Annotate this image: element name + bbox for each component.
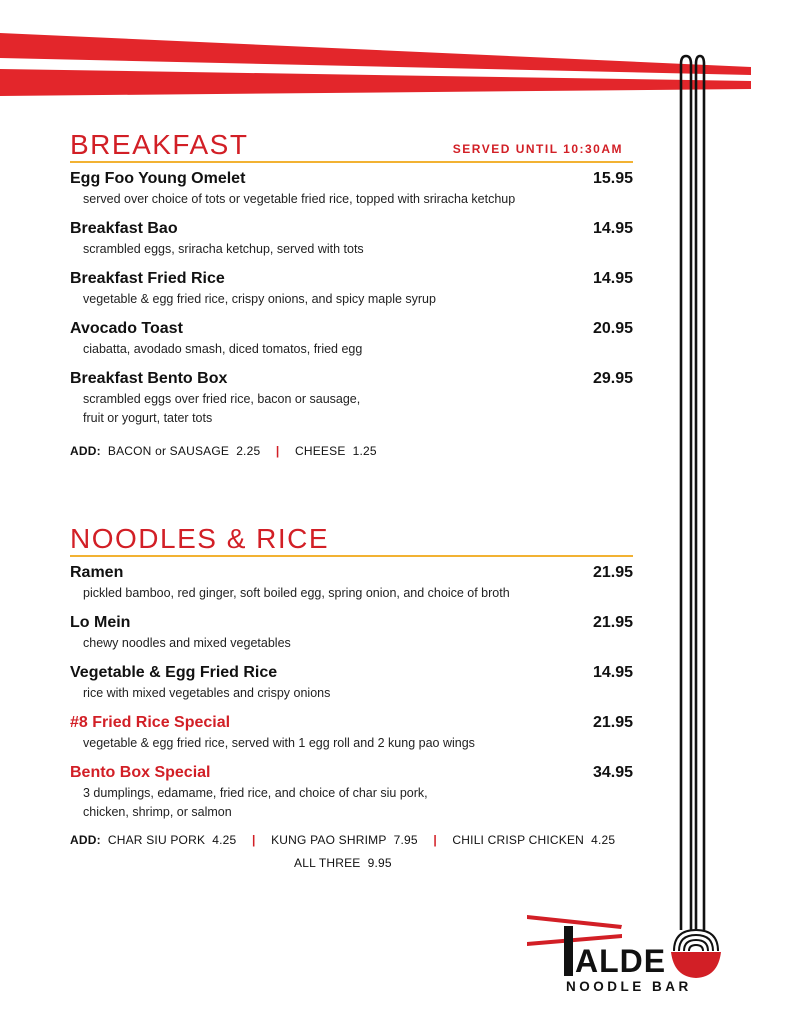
logo-wordmark: ALDE	[575, 943, 667, 979]
description-line: chicken, shrimp, or salmon	[83, 805, 232, 819]
add-on-name: CHILI CRISP CHICKEN	[452, 833, 585, 847]
item-description: vegetable & egg fried rice, served with 1 egg roll and 2 kung pao wings	[83, 736, 475, 750]
logo-t-stem	[564, 926, 573, 976]
add-label: ADD:	[70, 444, 101, 458]
add-on-name: CHEESE	[295, 444, 346, 458]
item-name: Breakfast Bao	[70, 220, 178, 237]
item-price: 29.95	[592, 370, 633, 387]
description-line: scrambled eggs over fried rice, bacon or sausage,	[83, 392, 361, 406]
served-until-note: SERVED UNTIL 10:30AM	[452, 142, 623, 156]
add-on-price: 4.25	[591, 833, 616, 847]
add-on-price: 9.95	[367, 856, 392, 870]
item-price: 34.95	[592, 764, 633, 781]
item-description: scrambled eggs, sriracha ketchup, served with tots	[83, 242, 364, 256]
add-on-name: CHAR SIU PORK	[107, 833, 206, 847]
noodle-bowl-icon	[671, 930, 721, 978]
item-name: Lo Mein	[70, 614, 131, 631]
item-price: 20.95	[592, 320, 633, 337]
description-line: fruit or yogurt, tater tots	[83, 411, 213, 425]
item-name: Egg Foo Young Omelet	[70, 170, 246, 187]
item-name: Avocado Toast	[70, 320, 183, 337]
logo-chopsticks-icon	[527, 915, 622, 946]
add-on-price: 1.25	[352, 444, 377, 458]
item-name: Breakfast Fried Rice	[70, 270, 225, 287]
item-description: pickled bamboo, red ginger, soft boiled egg, spring onion, and choice of broth	[83, 586, 510, 600]
item-description: served over choice of tots or vegetable fried rice, topped with sriracha ketchup	[83, 192, 516, 206]
add-on-name: KUNG PAO SHRIMP	[271, 833, 387, 847]
description-line: 3 dumplings, edamame, fried rice, and choice of char siu pork,	[83, 786, 428, 800]
item-description: ciabatta, avodado smash, diced tomatos, fried egg	[83, 342, 363, 356]
add-on-price: 7.95	[393, 833, 418, 847]
add-label: ADD:	[70, 833, 101, 847]
item-price: 21.95	[592, 564, 633, 581]
item-price: 14.95	[592, 220, 633, 237]
item-name: Bento Box Special	[70, 764, 211, 781]
add-on-price: 4.25	[212, 833, 237, 847]
item-price: 14.95	[592, 664, 633, 681]
item-description: chewy noodles and mixed vegetables	[83, 636, 291, 650]
item-price: 15.95	[592, 170, 633, 187]
separator: |	[251, 833, 256, 847]
item-description: vegetable & egg fried rice, crispy onions, and spicy maple syrup	[83, 292, 436, 306]
item-name: Ramen	[70, 564, 124, 581]
item-name: #8 Fried Rice Special	[70, 714, 231, 731]
separator: |	[433, 833, 437, 847]
item-price: 21.95	[592, 714, 633, 731]
item-name: Vegetable & Egg Fried Rice	[70, 664, 278, 681]
separator: |	[275, 444, 280, 458]
add-on-name: ALL THREE	[294, 856, 361, 870]
add-on-name: BACON or SAUSAGE	[107, 444, 230, 458]
noodles-title: NOODLES & RICE	[70, 523, 330, 554]
breakfast-title: BREAKFAST	[70, 129, 249, 160]
add-on-price: 2.25	[236, 444, 261, 458]
item-price: 21.95	[592, 614, 633, 631]
item-description: rice with mixed vegetables and crispy onions	[83, 686, 331, 700]
item-name: Breakfast Bento Box	[70, 370, 228, 387]
logo-tagline: NOODLE BAR	[566, 979, 692, 994]
item-price: 14.95	[592, 270, 633, 287]
